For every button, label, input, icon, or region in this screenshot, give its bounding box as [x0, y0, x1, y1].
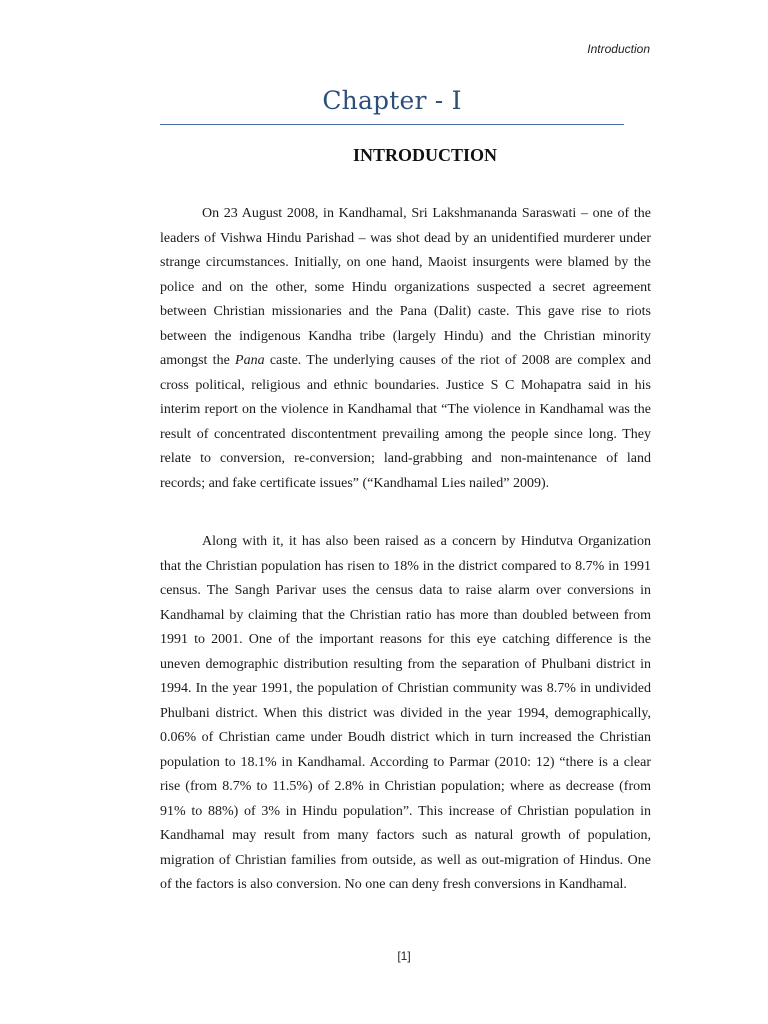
paragraph-2-text: Along with it, it has also been raised as a concern by Hindutva Organization that the Christian population has risen to 18% in the district compared to 8.7% in 1991 census. The Sangh Parivar uses the census data to raise alarm over conversions in Kandhamal by claiming that the Christian ratio has more than doubled between from 1991 to 2001. One of the important reasons for this eye catching difference is the uneven demographic distribution resulting from the separation of Phulbani district in 1994. In the year 1991, the population of Christian community was 8.7% in undivided Phulbani district. When this district was divided in the year 1994, demographically, 0.06% of Christian came under Boudh district which in turn increased the Christian population to 18.1% in Kandhamal. According to Parmar (2010: 12) “there is a clear rise (from 8.7% to 11.5%) of 2.8% in Christian population; where as decrease (from 91% to 88%) of 3% in Hindu population”. This increase of Christian population in Kandhamal may result from many factors such as natural growth of population, migration of Christian families from outside, as well as out-migration of Hindus. One of the factors is also conversion. No one can deny fresh conversions in Kandhamal.: [160, 534, 651, 892]
paragraph-1-text-start: On 23 August 2008, in Kandhamal, Sri Lakshmananda Saraswati – one of the leaders of Vishwa Hindu Parishad – was shot dead by an unidentified murderer under strange circumstances. Initially, on one hand, Maoist insurgents were blamed by the police and on the other, some Hindu organizations suspected a secret agreement between Christian missionaries and the Pana (Dalit) caste. This gave rise to riots between the indigenous Kandha tribe (largely Hindu) and the Christian minority amongst the: [160, 206, 651, 368]
paragraph-1-text-end: caste. The underlying causes of the riot of 2008 are complex and cross political, religious and ethnic boundaries. Justice S C Mohapatra said in his interim report on the violence in Kandhamal that “The violence in Kandhamal was the result of concentrated discontentment prevailing among the people since long. They relate to conversion, re-conversion; land-grabbing and non-maintenance of land records; and fake certificate issues” (“Kandhamal Lies nailed” 2009).: [160, 353, 651, 491]
chapter-title: Chapter - I: [322, 86, 462, 115]
section-heading: INTRODUCTION: [352, 145, 498, 165]
body-paragraph-2: [160, 530, 651, 898]
paragraph-1-italic-term: Pana: [235, 353, 265, 368]
chapter-title-underline: [160, 124, 624, 125]
running-header: Introduction: [587, 42, 650, 56]
page-number: [1]: [397, 949, 411, 963]
body-paragraph-1: [160, 202, 651, 496]
